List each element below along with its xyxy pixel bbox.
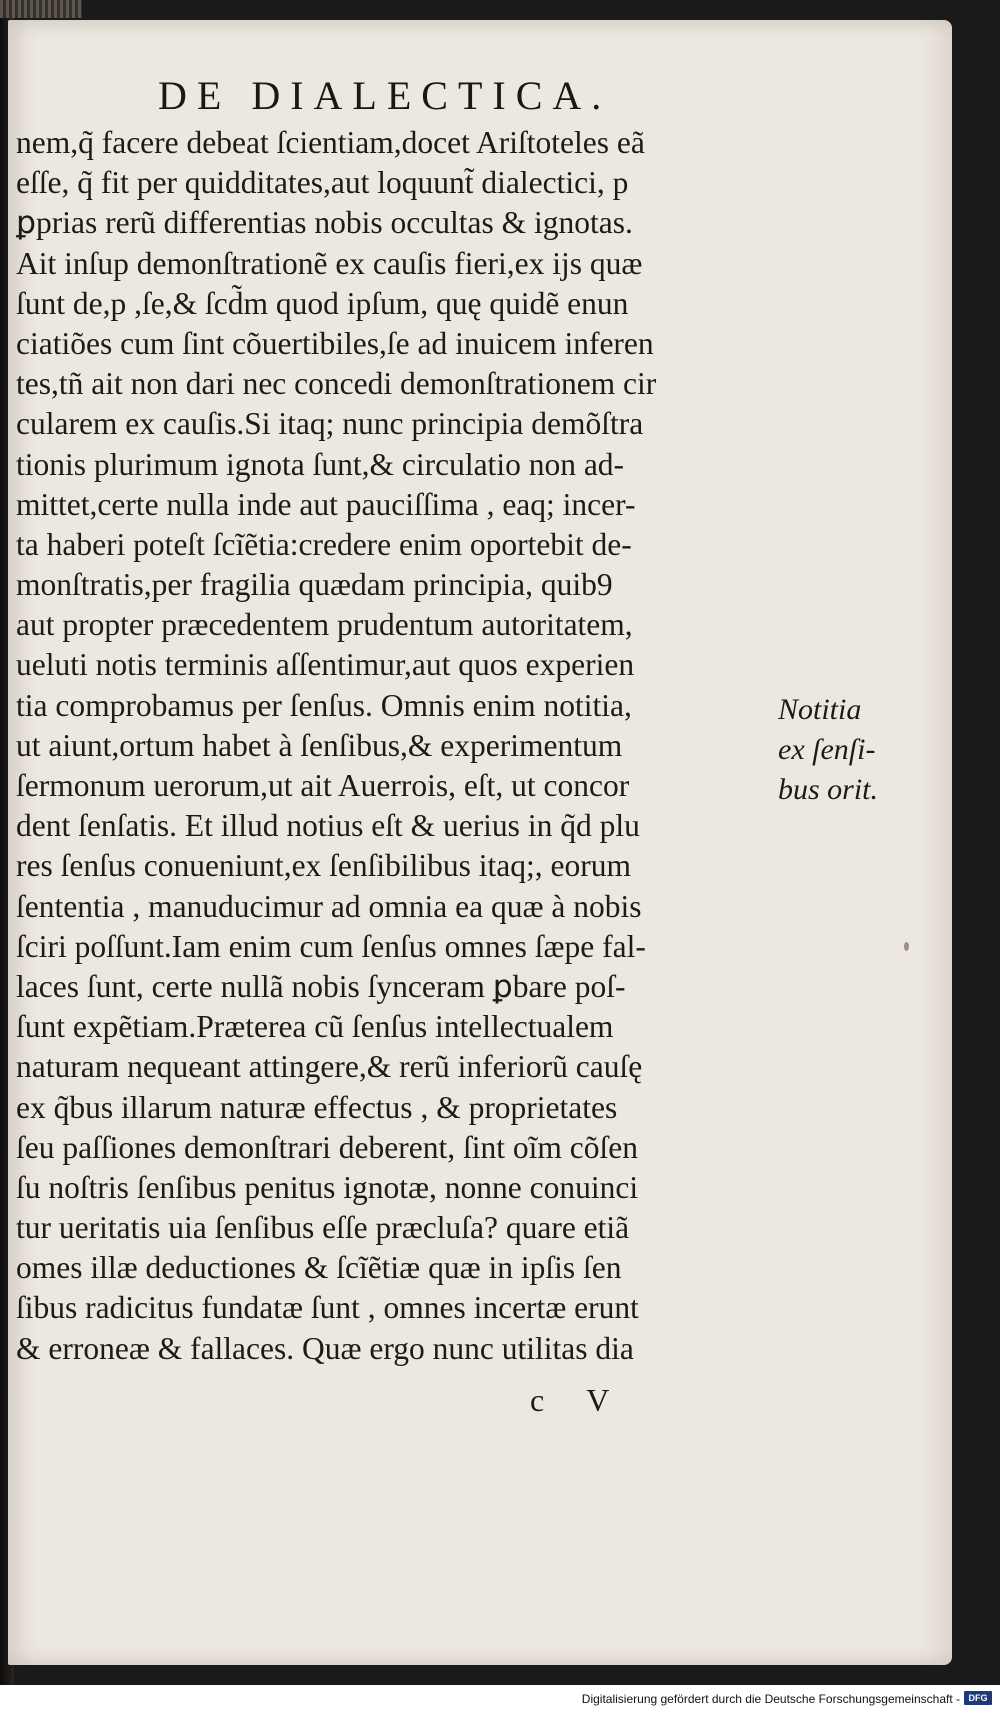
book-page — [8, 20, 952, 1665]
text-line: dent ſenſatis. Et illud notius eſt & uerius in q̃d plu — [16, 808, 640, 844]
text-line: ꝑprias rerũ differentias nobis occultas & ignotas. — [16, 205, 633, 241]
signature-mark — [530, 1382, 680, 1419]
margin-note-line: ex ſenſi- — [778, 733, 876, 767]
text-line: ſu noſtris ſenſibus penitus ignotæ, nonne conuinci — [16, 1169, 639, 1205]
text-line: ſunt expẽtiam.Præterea cũ ſenſus intellectualem — [16, 1009, 614, 1045]
text-line: ſibus radicitus fundatæ ſunt , omnes incertæ erunt — [16, 1290, 639, 1326]
text-line: cularem ex cauſis.Si itaq; nunc principia demõſtra — [16, 406, 644, 442]
text-line: monſtratis,per fragilia quædam principia, quib9 — [16, 567, 613, 603]
signature-letter: c — [530, 1382, 587, 1418]
text-line: tes,tñ ait non dari nec concedi demonſtrationem cir — [16, 366, 657, 402]
text-line: ut aiunt,ortum habet à ſenſibus,& experimentum — [16, 727, 623, 763]
text-line: Ait inſup demonſtrationẽ ex cauſis fieri,ex ijs quæ — [16, 245, 643, 281]
funding-credit: Digitalisierung gefördert durch die Deutsche Forschungsgemeinschaft - — [581, 1692, 960, 1706]
text-line: aut propter præcedentem prudentum autoritatem, — [16, 607, 633, 643]
text-line: & erroneæ & fallaces. Quæ ergo nunc utilitas dia — [16, 1330, 634, 1366]
text-line: laces ſunt, certe nullã nobis ſynceram ꝑbare poſ- — [16, 968, 626, 1004]
paper-blemish — [904, 942, 909, 951]
margin-note — [778, 690, 918, 811]
color-calibration-strip — [0, 0, 82, 18]
text-line: ex q̃bus illarum naturæ effectus , & proprietates — [16, 1089, 618, 1125]
text-line: omes illæ deductiones & ſcĩẽtiæ quæ in ipſis ſen — [16, 1250, 622, 1286]
text-line: ſciri poſſunt.Iam enim cum ſenſus omnes ſæpe fal- — [16, 928, 646, 964]
text-line: tionis plurimum ignota ſunt,& circulatio non ad- — [16, 446, 625, 482]
text-line: ſeu paſſiones demonſtrari deberent, ſint oĩm cõſen — [16, 1129, 638, 1165]
dfg-logo-icon: DFG — [964, 1691, 992, 1705]
text-line: nem,q̃ facere debeat ſcientiam,docet Ariſtoteles eã — [16, 125, 645, 160]
margin-note-line: Notitia — [778, 693, 862, 726]
signature-numeral: V — [586, 1382, 652, 1418]
text-line: tia comprobamus per ſenſus. Omnis enim notitia, — [16, 687, 632, 723]
text-line: ta haberi poteſt ſcĩẽtia:credere enim oportebit de- — [16, 526, 632, 562]
text-line: ſermonum uerorum,ut ait Auerrois, eſt, ut concor — [16, 768, 630, 803]
text-line: ciatiões cum ſint cõuertibiles,ſe ad inuicem inferen — [16, 325, 654, 361]
text-line: res ſenſus conueniunt,ex ſenſibilibus itaq;, eorum — [16, 848, 632, 884]
text-line: ſunt de,p ,ſe,& ſcd̃m quod ipſum, quę quidẽ enun — [16, 285, 629, 321]
text-line: tur ueritatis uia ſenſibus eſſe præcluſa? quare etiã — [16, 1210, 630, 1246]
text-line: mittet,certe nulla inde aut pauciſſima , eaq; incer- — [16, 486, 636, 522]
text-line: ueluti notis terminis aſſentimur,aut quos experien — [16, 647, 635, 683]
text-line: naturam nequeant attingere,& rerũ inferiorũ cauſę — [16, 1049, 643, 1085]
digitization-footer — [0, 1685, 1000, 1713]
running-title: DE DIALECTICA. — [158, 73, 612, 118]
text-line: eſſe, q̃ fit per quidditates,aut loquunt̃ dialectici, p — [16, 165, 629, 201]
body-text — [16, 123, 778, 1369]
margin-note-line: bus orit. — [778, 773, 879, 807]
text-line: ſententia , manuducimur ad omnia ea quæ à nobis — [16, 888, 642, 924]
